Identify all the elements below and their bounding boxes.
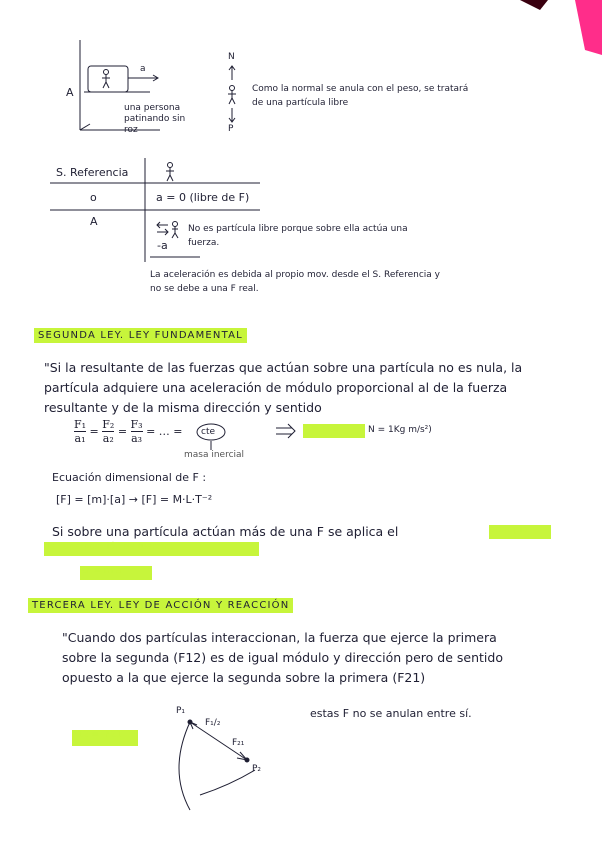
mass-label: masa inercial xyxy=(184,450,245,460)
frame-a-label: A xyxy=(66,86,74,99)
free-particle-note: Como la normal se anula con el peso, se tratará de una partícula libre xyxy=(252,84,469,108)
principle-line2-highlight: de superposición de fuerzas: xyxy=(44,542,259,556)
principle-highlight: principio xyxy=(489,525,551,539)
ratio-equation: $\frac{\text{F₁}}{\text{a₁}}$ = $\frac{\text{F₂}}{\text{a₂}}$ = $\frac{\text{F₃}}{\text{a₃}}$ = … = xyxy=(74,418,183,445)
dimensional-title: Ecuación dimensional de F : xyxy=(52,471,207,484)
ratio-f2: F₂ xyxy=(102,418,115,431)
particle-p1: P₁ xyxy=(176,706,186,716)
accel-a-label: a xyxy=(140,64,146,74)
cte-label: cte xyxy=(201,427,216,437)
formula-highlight: F = m·a xyxy=(303,424,365,438)
table-row0-left: o xyxy=(90,191,97,204)
table-explanation: La aceleración es debida al propio mov. desde el S. Referencia y no se debe a una F real. xyxy=(150,270,440,294)
person-icon-table xyxy=(166,163,174,182)
person-icon xyxy=(102,70,110,89)
not-cancel-note: estas F no se anulan entre sí. xyxy=(310,707,472,720)
table-row1-accel: -a xyxy=(157,239,168,252)
interaction-diagram xyxy=(179,720,255,810)
pink-marker xyxy=(575,0,602,55)
table-row1-note: No es partícula libre porque sobre ella actúa una fuerza. xyxy=(188,224,408,248)
action-reaction-highlight: F12 = -F21 xyxy=(72,730,138,746)
weight-label: P xyxy=(228,124,234,134)
sum-forces-highlight: ΣF = m·a xyxy=(80,566,152,580)
dark-marker xyxy=(520,0,548,10)
second-law-statement: "Si la resultante de las fuerzas que actúan sobre una partícula no es nula, la partícula adquiere una aceleración de módulo proporcional al de la fuerza resultante y de la misma dirección y sentido xyxy=(44,360,523,415)
particle-p2: P₂ xyxy=(252,764,262,774)
ratio-a2: a₂ xyxy=(102,432,114,445)
table-header-reference: S. Referencia xyxy=(56,166,129,179)
ratio-f3: F₃ xyxy=(130,418,143,431)
ratio-f1: F₁ xyxy=(74,418,87,431)
person-caption: una persona patinando sin roz xyxy=(124,103,186,135)
ratio-a1: a₁ xyxy=(74,432,86,445)
table-row1-left: A xyxy=(90,215,98,228)
normal-label: N xyxy=(228,52,235,62)
force-f21-label: F₂₁ xyxy=(232,738,245,748)
superposition-line: Si sobre una partícula actúan más de una F se aplica el xyxy=(52,524,399,539)
force-f12-label: F₁/₂ xyxy=(205,718,221,728)
units-label: N = 1Kg m/s²) xyxy=(368,425,432,435)
third-law-heading: TERCERA LEY. LEY DE ACCIÓN Y REACCIÓN xyxy=(28,598,293,613)
second-law-heading: SEGUNDA LEY. LEY FUNDAMENTAL xyxy=(34,328,247,343)
table-row0-right: a = 0 (libre de F) xyxy=(156,191,250,204)
implies-arrow xyxy=(276,424,295,438)
normal-weight-diagram xyxy=(228,66,236,122)
dimensional-equation: [F] = [m]·[a] → [F] = M·L·T⁻² xyxy=(56,493,213,506)
ratio-a3: a₃ xyxy=(131,432,143,445)
third-law-statement: "Cuando dos partículas interaccionan, la fuerza que ejerce la primera sobre la segunda (F12) es de igual módulo y dirección pero de sentido opuesto a la que ejerce la segunda sobre la primera (F21) xyxy=(62,630,503,685)
